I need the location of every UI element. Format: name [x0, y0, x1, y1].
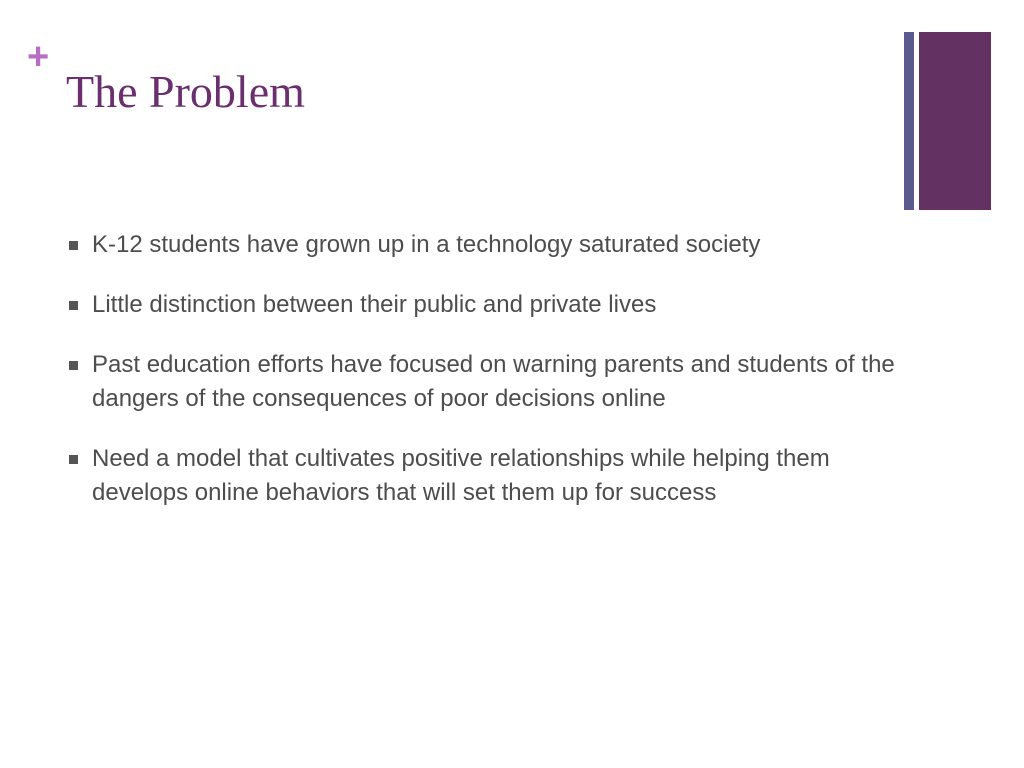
bullet-item	[66, 288, 906, 322]
square-bullet-icon	[69, 241, 78, 250]
accent-bar-thin	[904, 32, 914, 210]
bullet-text: Little distinction between their public and private lives	[92, 291, 657, 318]
bullet-text: K-12 students have grown up in a technology saturated society	[92, 231, 761, 258]
bullet-item	[66, 442, 906, 510]
bullet-text: Need a model that cultivates positive relationships while helping them develops online behaviors that will set them up for success	[92, 445, 830, 506]
bullet-list	[66, 228, 906, 536]
slide-title: The Problem	[66, 66, 305, 117]
square-bullet-icon	[69, 301, 78, 310]
bullet-item	[66, 348, 906, 416]
bullet-item	[66, 228, 906, 262]
accent-bar-wide	[919, 32, 991, 210]
square-bullet-icon	[69, 455, 78, 464]
plus-icon: +	[27, 36, 50, 78]
bullet-text: Past education efforts have focused on warning parents and students of the dangers of the consequences of poor decisions online	[92, 351, 895, 412]
square-bullet-icon	[69, 361, 78, 370]
